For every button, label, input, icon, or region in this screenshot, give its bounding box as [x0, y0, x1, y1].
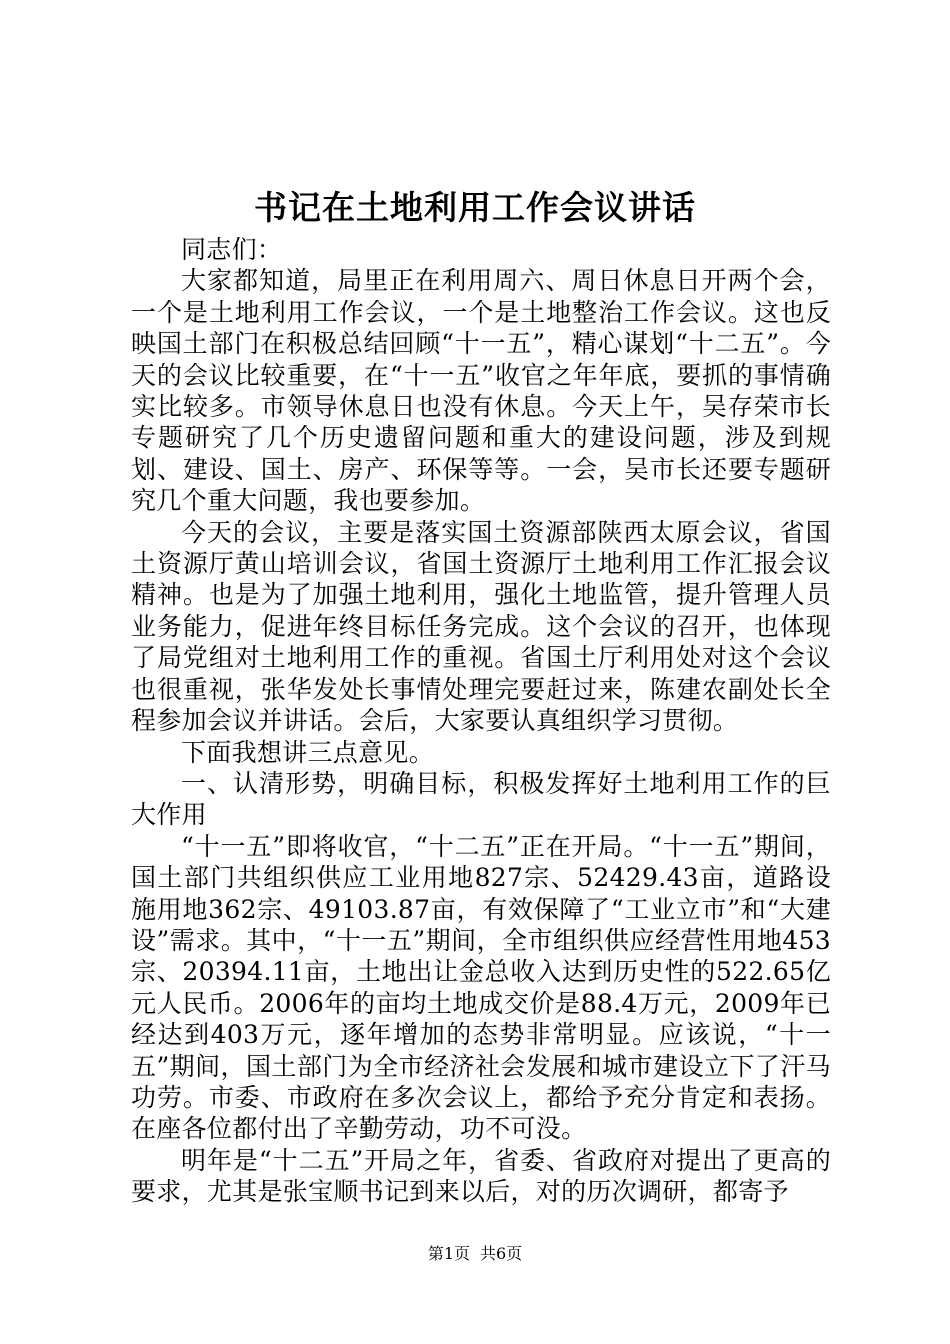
body-paragraph: 明年是“十二五”开局之年，省委、省政府对提出了更高的要求，尤其是张宝顺书记到来以后，对的历次调研，都寄予 — [131, 1145, 831, 1207]
body-paragraph: 今天的会议，主要是落实国土资源部陕西太原会议，省国土资源厅黄山培训会议，省国土资源厅土地利用工作汇报会议精神。也是为了加强土地利用，强化土地监管，提升管理人员业务能力，促进年终目标任务完成。这个会议的召开，也体现了局党组对土地利用工作的重视。省国土厅利用处对这个会议也很重视，张华发处长事情处理完要赶过来，陈建农副处长全程参加会议并讲话。会后，大家要认真组织学习贯彻。 — [131, 517, 831, 736]
page-number: 第1页 — [427, 1244, 470, 1263]
page-footer — [0, 1244, 950, 1264]
body-paragraph: 下面我想讲三点意见。 — [181, 737, 435, 767]
body-paragraph: 大家都知道，局里正在利用周六、周日休息日开两个会，一个是土地利用工作会议，一个是土地整治工作会议。这也反映国土部门在积极总结回顾“十一五”，精心谋划“十二五”。今天的会议比较重要，在“十一五”收官之年年底，要抓的事情确实比较多。市领导休息日也没有休息。今天上午，吴存荣市长专题研究了几个历史遗留问题和重大的建设问题，涉及到规划、建设、国土、房产、环保等等。一会，吴市长还要专题研究几个重大问题，我也要参加。 — [131, 266, 831, 516]
document-body — [131, 234, 831, 1208]
document-title: 书记在土地利用工作会议讲话 — [254, 188, 696, 227]
page-total: 共6页 — [480, 1244, 523, 1263]
section-heading: 一、认清形势，明确目标，积极发挥好土地利用工作的巨大作用 — [131, 768, 831, 830]
salutation-paragraph: 同志们： — [181, 235, 283, 264]
body-paragraph: “十一五”即将收官，“十二五”正在开局。“十一五”期间，国土部门共组织供应工业用地827宗、52429.43亩，道路设施用地362宗、49103.87亩，有效保障了“工业立市”和“大建设”需求。其中，“十一五”期间，全市组织供应经营性用地453宗、20394.11亩，土地出让金总收入达到历史性的522.65亿元人民币。2006年的亩均土地成交价是88.4万元，2009年已经达到403万元，逐年增加的态势非常明显。应该说，“十一五”期间，国土部门为全市经济社会发展和城市建设立下了汗马功劳。市委、市政府在多次会议上，都给予充分肯定和表扬。在座各位都付出了辛勤劳动，功不可没。 — [131, 831, 831, 1144]
